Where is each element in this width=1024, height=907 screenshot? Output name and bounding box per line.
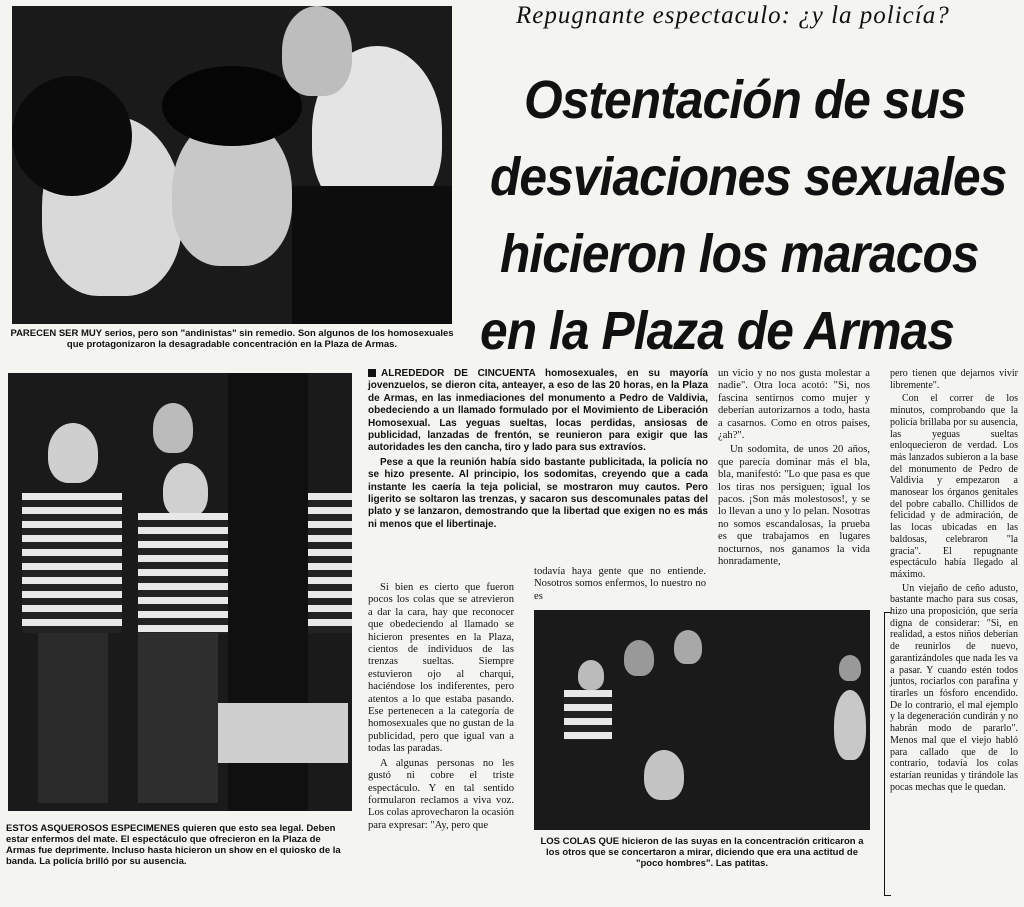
caption-left-photo: ESTOS ASQUEROSOS ESPECIMENES quieren que esto sea legal. Deben estar enfermos del mate. El espectáculo que ofrecieron en la Plaza de Armas fue deprimente. Incluso hasta hicieron un show en el quiosko de la banda. La policía brilló por su ausencia.	[6, 823, 341, 867]
column-4-paragraph-a: un vicio y no nos gusta molestar a nadie". Otra loca acotó: "Si, nos fascina sentirnos como mujer y deberían autorizarnos a todo, hasta a casarnos. Como en otros países, ¿ah?".	[718, 368, 870, 442]
headline-line-1: Ostentación de sus	[524, 70, 966, 130]
article-column-4	[718, 368, 870, 571]
headline-line-3: hicieron los maracos	[500, 224, 979, 284]
article-column-3-top	[534, 566, 706, 605]
column-2-paragraph-b: A algunas personas no les gustó ni cobre el triste espectáculo. Y en tal sentido formularon reclamos a viva voz. Los colas aprovecharon la ocasión para expresar: "Ay, pero que	[368, 757, 514, 831]
article-lead	[368, 368, 708, 533]
column-5-bracket	[884, 612, 891, 896]
column-4-paragraph-b: Un sodomita, de unos 20 años, que parecía dominar más el bla, bla, manifestó: "Lo que pasa es que los tiras nos persiguen; igual los pacos. ¡Son más molestosos!, y se lo llevan a uno y lo pelan. Nosotras no somos escandalosas, la prueba es que trabajamos en lugares nocturnos, nos ganamos la vida honradamente,	[718, 444, 870, 568]
column-3-text: todavía haya gente que no entiende. Nosotros somos enfermos, lo nuestro no es	[534, 566, 706, 602]
column-5-paragraph-a: pero tienen que dejarnos vivir libremente".	[890, 368, 1018, 391]
kicker: Repugnante espectaculo: ¿y la policía?	[516, 2, 950, 29]
photo-bottom-center	[534, 610, 870, 830]
article-column-2	[368, 582, 514, 834]
caption-bottom-photo: LOS COLAS QUE hicieron de las suyas en la concentración criticaron a los otros que se concertaron a mirar, diciendo que era una actitud de "poco hombres". Las patitas.	[540, 836, 864, 869]
lead-paragraph: ALREDEDOR DE CINCUENTA homosexuales, en su mayoría jovenzuelos, se dieron cita, anteayer, a eso de las 20 horas, en la Plaza de Armas, en las inmediaciones del monumento a Pedro de Valdivia, obedeciendo a un llamado formulado por el Movimiento de Liberación Homosexual. Las yeguas sueltas, locas perdidas, ansiosas de publicidad, lanzadas de frentón, se reunieron para exigir que las autoridades les den cancha, tiro y lado para sus extravíos.	[368, 368, 708, 454]
second-paragraph: Pese a que la reunión había sido bastante publicitada, la policía no se hizo presente. Al principio, los sodomitas, creyendo que a cada instante les caería la teja policial, se mostraron muy cautos. Pero ligerito se soltaron las trenzas, y sacaron sus descomunales patas del plato y se lanzaron, demostrando que la libertad que exigen no es más ni menos que el libertinaje.	[368, 456, 708, 530]
photo-left	[8, 373, 352, 811]
headline-line-2: desviaciones sexuales	[490, 147, 1007, 207]
photo-top-left	[12, 6, 452, 324]
column-5-paragraph-b: Con el correr de los minutos, comprobando que la policía brillaba por su ausencia, las yeguas sueltas enloquecieron de verdad. Los más lanzados subieron a la base del monumento de Pedro de Valdivia y empezaron a manosear los órganos genitales del pobre caballo. Chillidos de felicidad y de admiración, de las locas ubicadas en las baldosas, celebraron "la gracia". El repugnante espectáculo había llegado al máximo.	[890, 393, 1018, 580]
column-5-paragraph-c: Un viejaño de ceño adusto, bastante macho para sus cosas, hizo una proposición, que sería digna de considerar: "Si, en realidad, a estos niños deberían de reunirlos de nuevo, garantizándoles que nada les va a pasar. Y cuando estén todos juntos, rociarlos con parafina y tirarles un fósforo encendido. De lo contrario, el mal ejemplo y la degeneración cundirán y no habrán modo de pararlo". Menos mal que el viejo habló para callado que de lo contrario, todavía los colas estarían reunidas y tirándole las pocas mechas que le quedan.	[890, 582, 1019, 793]
headline-line-4: en la Plaza de Armas	[480, 301, 955, 361]
article-column-5	[890, 368, 1018, 795]
column-2-paragraph: Si bien es cierto que fueron pocos los colas que se atrevieron a dar la cara, hay que reconocer que obedeciendo al llamado se hicieron presentes en la Plaza, cientos de individuos de las trenzas sueltas. Siempre estuvieron ojo al charqui, haciéndose los indiferentes, pero atentos a lo que estaba pasando. Ese pertenecen a la categoría de homosexuales que no gustan de la publicidad, pero que igual van a todas las paradas.	[368, 582, 514, 755]
caption-top-photo: PARECEN SER MUY serios, pero son "andinistas" sin remedio. Son algunos de los homosexuales que protagonizaron la desagradable concentración en la Plaza de Armas.	[10, 328, 454, 350]
bullet-icon	[368, 369, 376, 377]
